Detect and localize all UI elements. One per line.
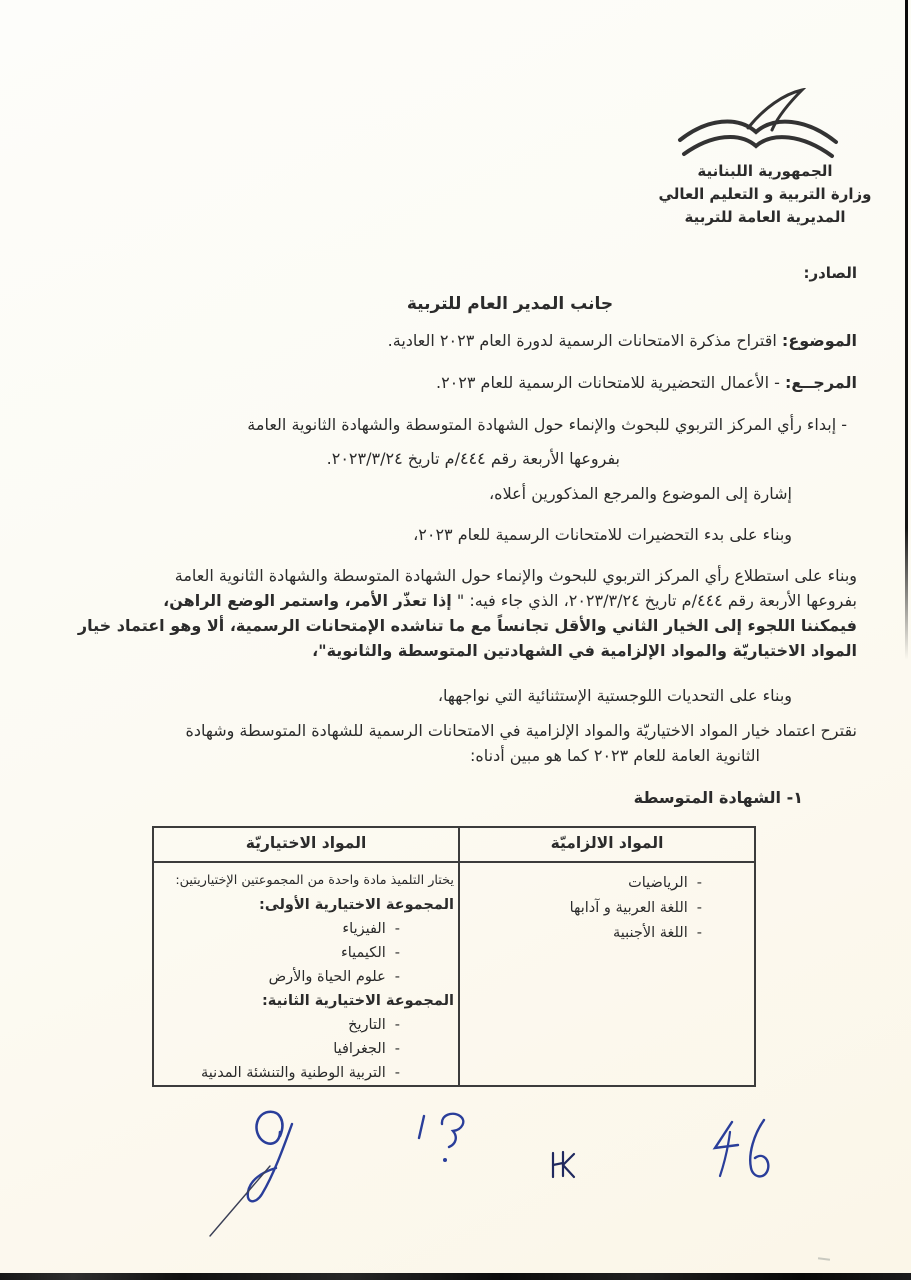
- optional-item: الكيمياء: [340, 945, 386, 961]
- table-header-row: [154, 828, 754, 863]
- dash-bullet: -: [394, 1017, 400, 1033]
- ministry-letterhead: [630, 160, 900, 229]
- org-line-ministry: وزارة التربية و التعليم العالي: [658, 185, 872, 203]
- header-optional-subjects: المواد الاختياريّة: [245, 834, 367, 852]
- signature-4: [708, 1114, 778, 1194]
- table-row: [154, 1037, 458, 1061]
- dash-bullet: -: [696, 900, 702, 916]
- paragraph-survey-line-2: [163, 591, 857, 610]
- org-line-republic: الجمهورية اللبنانية: [697, 162, 833, 180]
- optional-intro: يختار التلميذ مادة واحدة من المجموعتين الإختياريتين:: [175, 873, 454, 888]
- mandatory-item: اللغة الأجنبية: [612, 925, 688, 941]
- optional-item: الفيزياء: [342, 921, 386, 937]
- dash-bullet: -: [696, 875, 702, 891]
- paragraph-proposal-line-2: الثانوية العامة للعام ٢٠٢٣ كما هو مبين أدناه:: [469, 746, 760, 765]
- open-book-logo: [672, 88, 847, 166]
- paragraph-survey-line-4: المواد الاختياريّة والمواد الإلزامية في الشهادتين المتوسطة والثانوية"،: [312, 641, 857, 660]
- reference-label: المرجــع:: [785, 373, 857, 392]
- header-mandatory-subjects: المواد الالزاميّة: [458, 828, 754, 861]
- scan-speck: [818, 1257, 830, 1260]
- dash-bullet: -: [394, 1065, 400, 1081]
- mandatory-item: اللغة العربية و آدابها: [569, 900, 688, 916]
- reference-line-3: بفروعها الأربعة رقم ٤٤٤/م تاريخ ٢٠٢٣/٣/٢٤.: [326, 449, 620, 468]
- scan-bottom-edge: [0, 1273, 911, 1280]
- signature-3: [546, 1144, 594, 1188]
- paragraph-challenges: وبناء على التحديات اللوجستية الإستثنائية التي نواجهها،: [437, 686, 792, 705]
- survey-line-2-quote: إذا تعذّر الأمر، واستمر الوضع الراهن،: [163, 591, 452, 610]
- table-row: [460, 896, 754, 921]
- paragraph-reference-note: إشارة إلى الموضوع والمرجع المذكورين أعلاه،: [489, 484, 792, 503]
- table-row: [460, 871, 754, 896]
- addressee-title: جانب المدير العام للتربية: [406, 294, 614, 314]
- dash-bullet: -: [696, 925, 702, 941]
- optional-item: التاريخ: [348, 1017, 386, 1033]
- issued-label: الصادر:: [803, 264, 857, 282]
- subjects-table: [152, 826, 756, 1087]
- table-row: [154, 917, 458, 941]
- reference-text: - الأعمال التحضيرية للامتحانات الرسمية للعام ٢٠٢٣.: [435, 373, 786, 392]
- table-body-row: [154, 863, 754, 1085]
- table-row: [154, 1061, 458, 1085]
- paragraph-proposal-line-1: نقترح اعتماد خيار المواد الاختياريّة والمواد الإلزامية في الامتحانات الرسمية للشهادة المتوسطة وشهادة: [185, 721, 857, 740]
- paragraph-survey-line-1: وبناء على استطلاع رأي المركز التربوي للبحوث والإنماء حول الشهادة المتوسطة والشهادة الثانوية العامة: [174, 566, 857, 585]
- scan-edge-shadow: [905, 0, 908, 660]
- paragraph-survey-line-3: فيمكننا اللجوء إلى الخيار الثاني والأقل تجانساً مع ما تناشده الإمتحانات الرسمية، ألا وهو اعتماد خيار: [77, 616, 857, 635]
- table-row: [154, 1013, 458, 1037]
- survey-line-2-regular: بفروعها الأربعة رقم ٤٤٤/م تاريخ ٢٠٢٣/٣/٢٤، الذي جاء فيه: ": [451, 591, 857, 610]
- signature-2: [408, 1110, 480, 1172]
- dash-bullet: -: [394, 945, 400, 961]
- paragraph-preparations: وبناء على بدء التحضيرات للامتحانات الرسمية للعام ٢٠٢٣،: [413, 525, 792, 544]
- dash-bullet: -: [394, 1041, 400, 1057]
- optional-item: الجغرافيا: [333, 1041, 386, 1057]
- optional-group-2-title: المجموعة الاختيارية الثانية:: [261, 993, 454, 1009]
- mandatory-item: الرياضيات: [628, 875, 688, 891]
- optional-subjects-cell: [154, 863, 458, 1085]
- table-row: [154, 941, 458, 965]
- signature-1: [196, 1102, 326, 1242]
- reference-line: [436, 373, 857, 392]
- subject-text: اقتراح مذكرة الامتحانات الرسمية لدورة العام ٢٠٢٣ العادية.: [387, 331, 782, 350]
- dash-bullet: -: [394, 969, 400, 985]
- optional-item: التربية الوطنية والتنشئة المدنية: [201, 1065, 386, 1081]
- table-row: [154, 965, 458, 989]
- optional-group-1-title: المجموعة الاختيارية الأولى:: [259, 897, 454, 913]
- section-1-heading: ١- الشهادة المتوسطة: [633, 788, 803, 807]
- reference-line-2: - إبداء رأي المركز التربوي للبحوث والإنماء حول الشهادة المتوسطة والشهادة الثانوية العامة: [247, 415, 847, 434]
- org-line-directorate: المديرية العامة للتربية: [684, 208, 846, 226]
- table-row: [460, 921, 754, 946]
- optional-item: علوم الحياة والأرض: [268, 969, 386, 985]
- subject-line: [388, 331, 857, 350]
- subject-label: الموضوع:: [781, 331, 857, 350]
- mandatory-subjects-cell: [458, 863, 754, 1085]
- dash-bullet: -: [394, 921, 400, 937]
